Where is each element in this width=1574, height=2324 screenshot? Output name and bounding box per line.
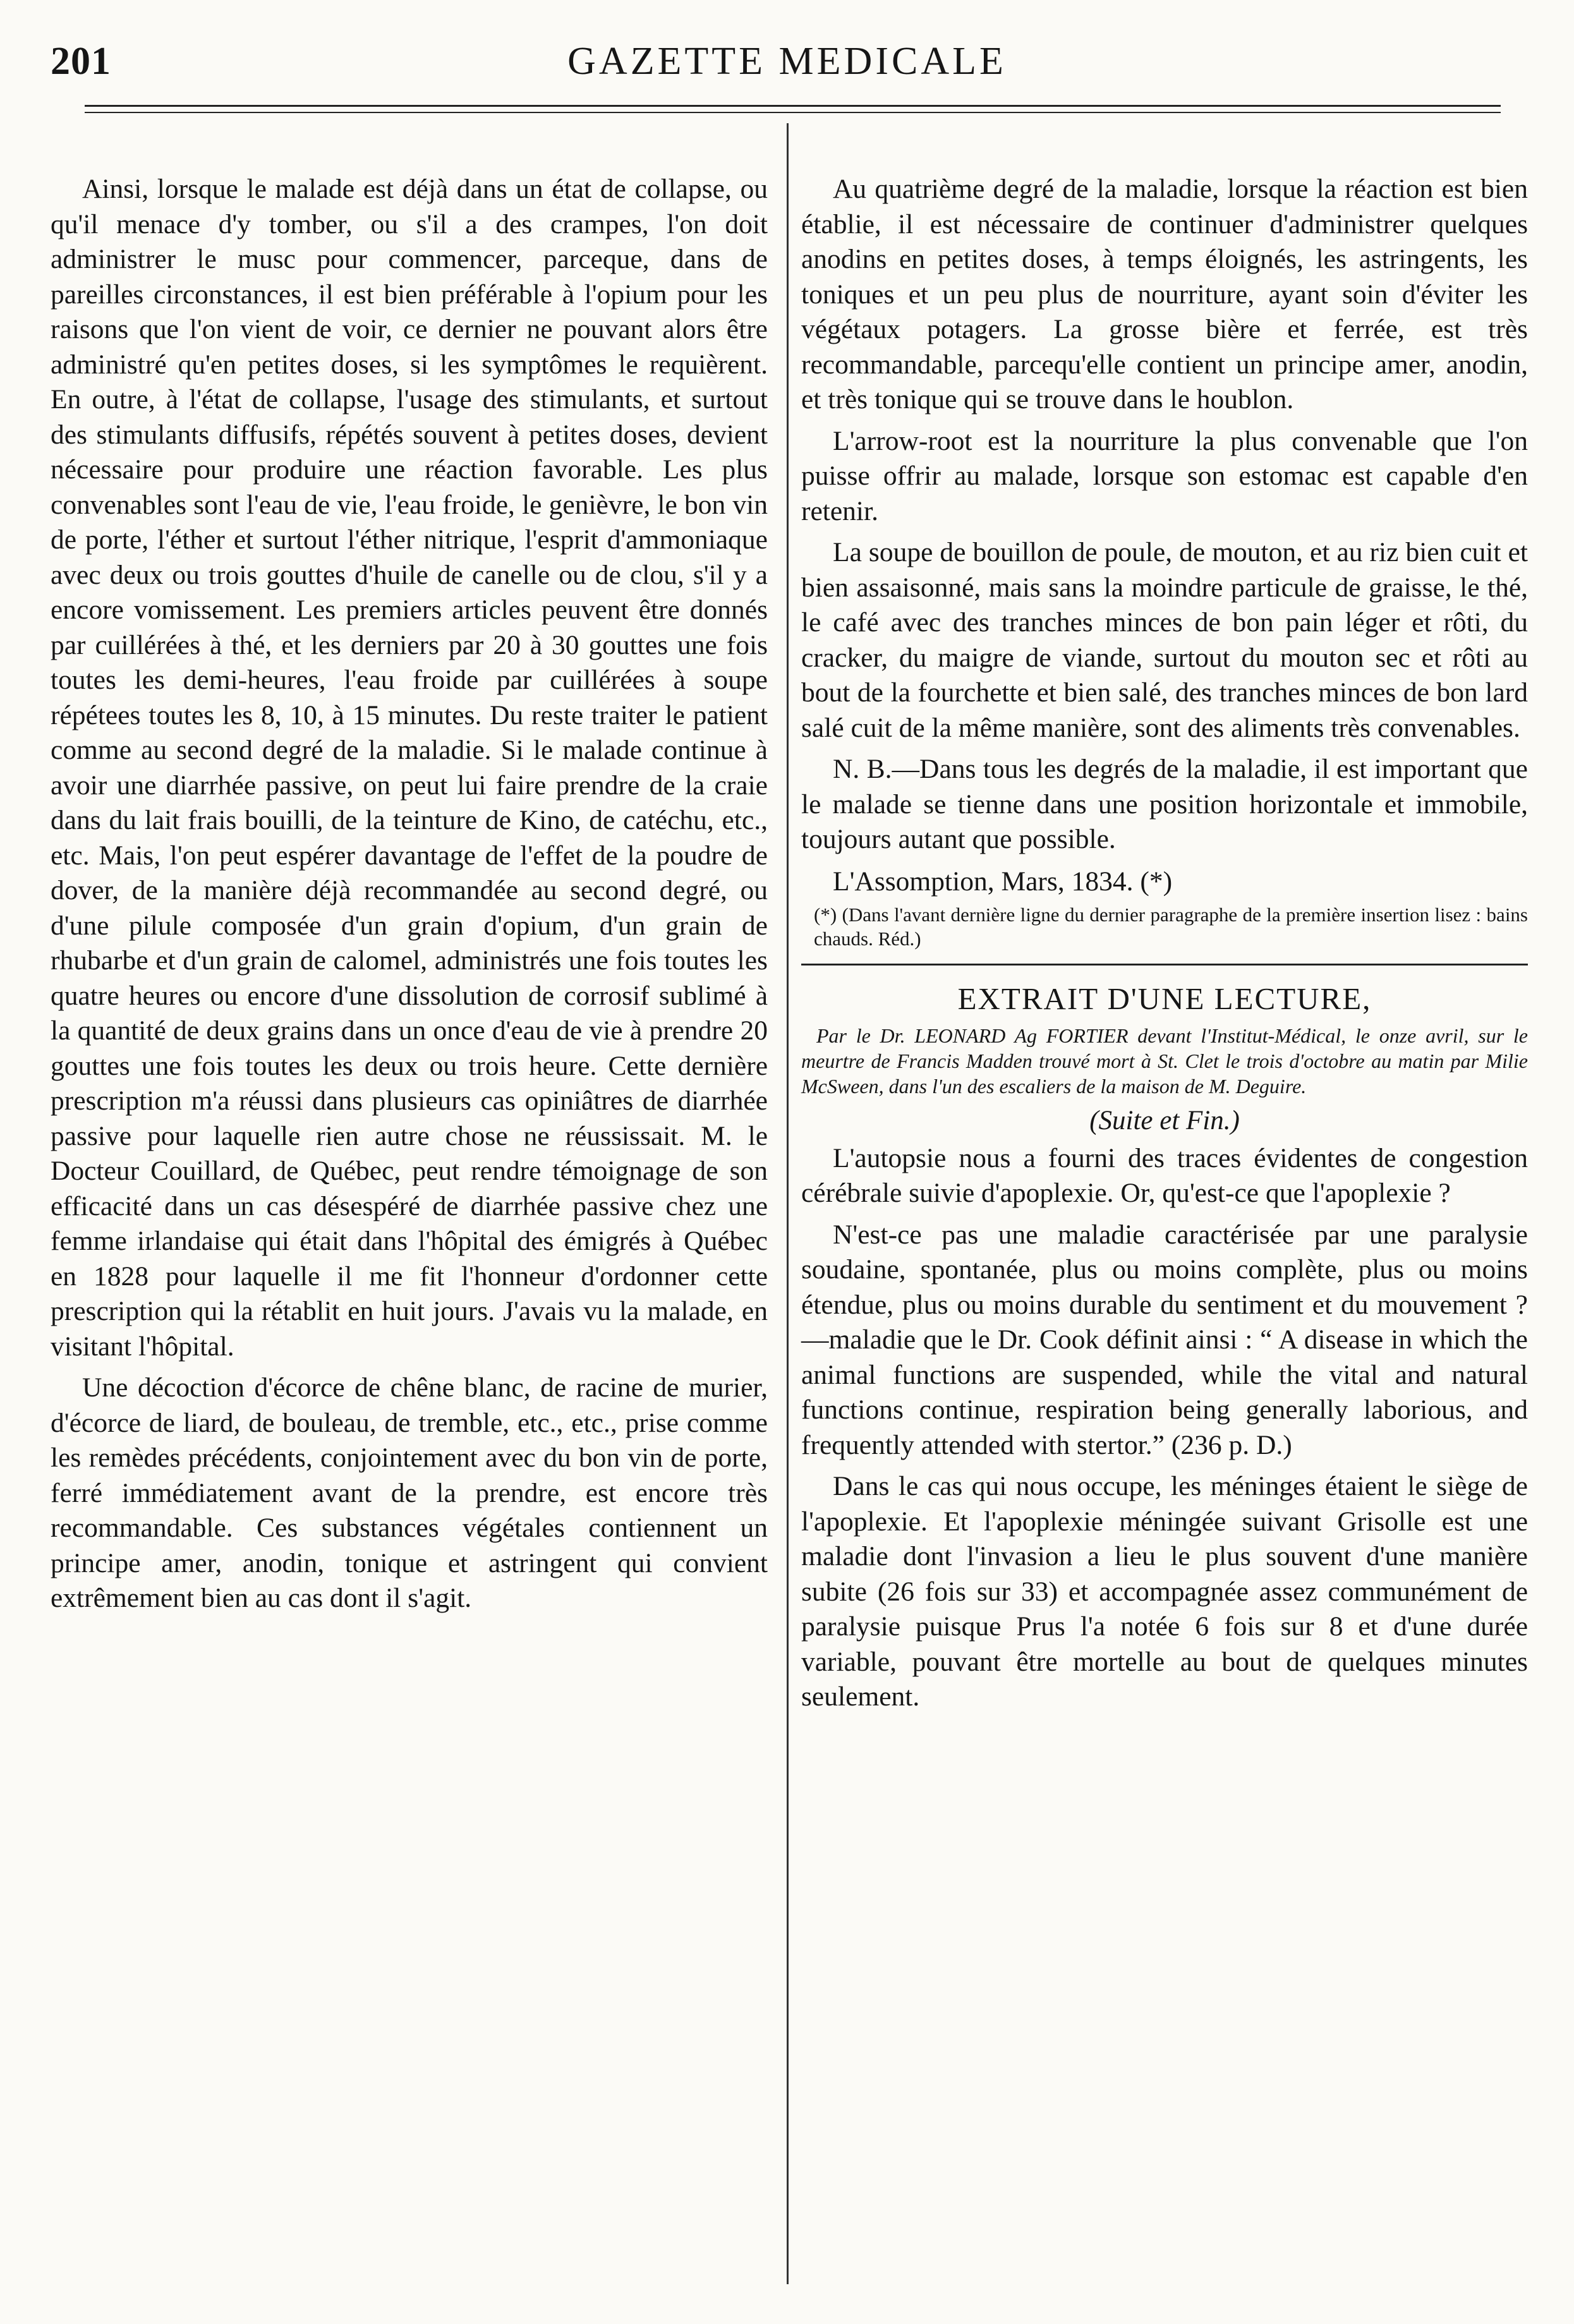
right-column xyxy=(801,172,1528,1721)
paragraph: L'autopsie nous a fourni des traces évidentes de congestion cérébrale suivie d'apoplexie. Or, qu'est-ce que l'apoplexie ? xyxy=(801,1142,1528,1208)
paragraph: L'arrow-root est la nourriture la plus convenable que l'on puisse offrir au malade, lorsque son estomac est capable d'en retenir. xyxy=(801,425,1528,526)
paragraph: Au quatrième degré de la maladie, lorsque la réaction est bien établie, il est nécessaire de continuer d'administrer quelques anodins en petites doses, à temps éloignés, les astringents, les toniques et un peu plus de nourriture, ayant soin d'éviter les végétaux potagers. La grosse bière et ferrée, est très recommandable, parcequ'elle contient un principe amer, anodin, et très tonique qui se trouve dans le houblon. xyxy=(801,174,1528,415)
left-column xyxy=(51,172,768,1623)
continuation-note: (Suite et Fin.) xyxy=(1089,1105,1240,1135)
running-head: GAZETTE MEDICALE xyxy=(567,40,1007,83)
section-title: EXTRAIT D'UNE LECTURE, xyxy=(801,964,1528,1017)
header-rule xyxy=(85,105,1501,113)
paragraph: Une décoction d'écorce de chêne blanc, de racine de murier, d'écorce de liard, de bouleau, de tremble, etc., etc., prise comme les remèdes précédents, conjointement avec du bon vin de porte, ferré immédiatement avant de la prendre, est encore très recommandable. Ces substances végétales contiennent un principe amer, anodin, tonique et astringent qui convient extrêmement bien au cas dont il s'agit. xyxy=(51,1372,768,1613)
signature-line: L'Assomption, Mars, 1834. (*) xyxy=(833,866,1173,897)
paragraph: La soupe de bouillon de poule, de mouton, et au riz bien cuit et bien assaisonné, mais sans la moindre particule de graisse, le thé, le café avec des tranches minces de bon pain léger et rôti, du cracker, du maigre de viande, surtout du mouton sec et rôti au bout de la fourchette et bien salé, des tranches minces de bon lard salé cuit de la même manière, sont des aliments très convenables. xyxy=(801,537,1528,743)
paragraph: Ainsi, lorsque le malade est déjà dans un état de collapse, ou qu'il menace d'y tomber, ou s'il a des crampes, l'on doit administrer le musc pour commencer, parceque, dans de pareilles circonstances, il est bien préférable à l'opium pour les raisons que l'on vient de voir, ce dernier ne pouvant alors être administré qu'en petites doses, si les symptômes le requièrent. En outre, à l'état de collapse, l'usage des stimulants, et surtout des stimulants diffusifs, répétés souvent à petites doses, devient nécessaire pour produire une réaction favorable. Les plus convenables sont l'eau de vie, l'eau froide, le genièvre, le bon vin de porte, l'éther et surtout l'éther nitrique, l'esprit d'ammoniaque avec deux ou trois gouttes d'huile de canelle ou de clou, s'il y a encore vomissement. Les premiers articles peuvent être donnés par cuillérées à thé, et les derniers par 20 à 30 gouttes une fois toutes les demi-heures, l'eau froide par cuillérées à soupe répétees toutes les 8, 10, à 15 minutes. Du reste traiter le patient comme au second degré de la maladie. Si le malade continue à avoir une diarrhée passive, on peut lui faire prendre de la craie dans du lait frais bouilli, de la teinture de Kino, de catéchu, etc., etc. Mais, l'on peut espérer davantage de l'effet de la poudre de dover, de la manière déjà recommandée au second degré, ou d'une pilule composée d'un grain d'opium, d'un grain de rhubarbe et d'un grain de calomel, administrés une fois toutes les quatre heures ou encore d'une dissolution de corrosif sublimé à la quantité de deux grains dans un once d'eau de vie à prendre 20 gouttes une fois toutes les deux ou trois heure. Cette dernière prescription m'a réussi dans plusieurs cas opiniâtres de diarrhée passive pour laquelle rien autre chose ne réussissait. M. le Docteur Couillard, de Québec, peut rendre témoignage de son efficacité dans un cas désespéré de diarrhée passive chez une femme irlandaise qui était dans l'hôpital des émigrés à Québec en 1828 pour laquelle il me fit l'honneur d'ordonner cette prescription qui la rétablit en huit jours. J'avais vu la malade, en visitant l'hôpital. xyxy=(51,174,768,1362)
column-rule xyxy=(787,123,789,2284)
byline: Par le Dr. LEONARD Ag FORTIER devant l'Institut-Médical, le onze avril, sur le meurtre de Francis Madden trouvé mort à St. Clet le trois d'octobre au matin par Milie McSween, dans l'un des escaliers de la maison de M. Deguire. xyxy=(801,1024,1528,1098)
paragraph: N. B.—Dans tous les degrés de la maladie, il est important que le malade se tienne dans une position horizontale et immobile, toujours autant que possible. xyxy=(801,754,1528,854)
paragraph: N'est-ce pas une maladie caractérisée par une paralysie soudaine, spontanée, plus ou moins complète, plus ou moins étendue, plus ou moins durable du sentiment et du mouvement ?—maladie que le Dr. Cook définit ainsi : “ A disease in which the animal functions are suspended, while the vital and natural functions continue, respiration being generally laborious, and frequently attended with stertor.” (236 p. D.) xyxy=(801,1219,1528,1460)
footnote: (*) (Dans l'avant dernière ligne du dernier paragraphe de la première insertion lisez : bains chauds. Réd.) xyxy=(814,903,1528,950)
page-number: 201 xyxy=(51,40,111,83)
paragraph: Dans le cas qui nous occupe, les méninges étaient le siège de l'apoplexie. Et l'apoplexie méningée suivant Grisolle est une maladie dont l'invasion a lieu le plus souvent d'une manière subite (26 fois sur 33) et accompagnée assez communément de paralysie puisque Prus l'a notée 6 fois sur 8 et d'une durée variable, pouvant être mortelle au bout de quelques minutes seulement. xyxy=(801,1471,1528,1712)
